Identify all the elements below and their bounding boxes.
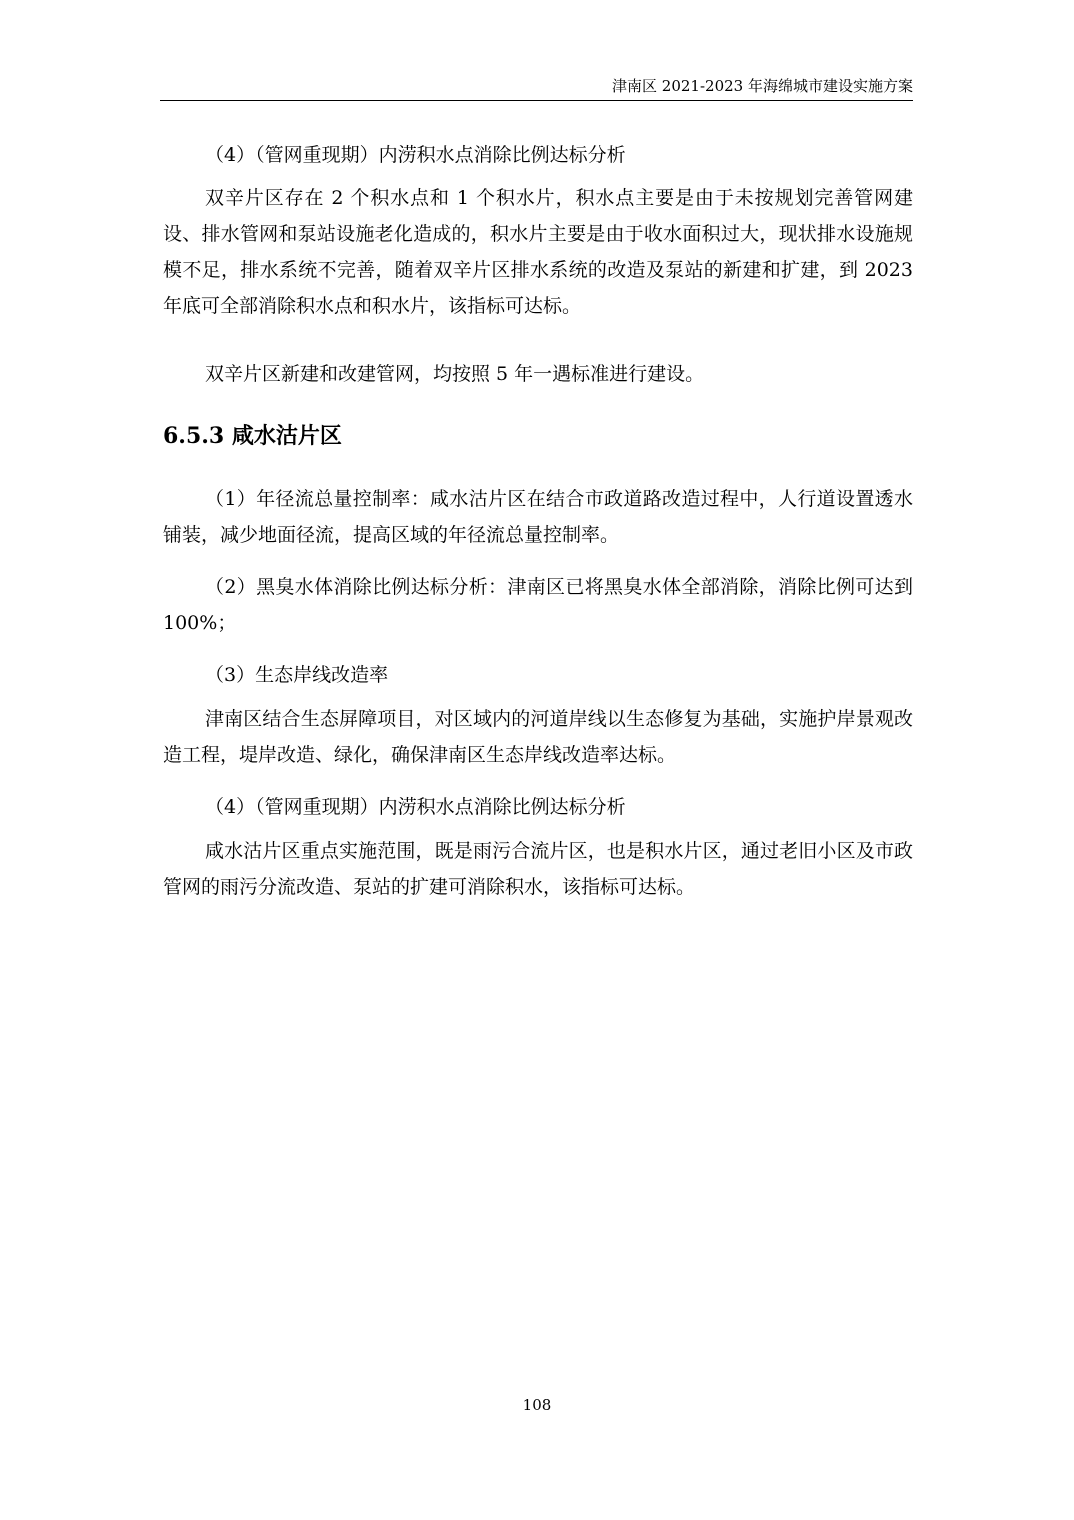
section-653-item1: （1）年径流总量控制率：咸水沽片区在结合市政道路改造过程中，人行道设置透水铺装，减少地面径流，提高区域的年径流总量控制率。 [163, 488, 913, 546]
section-a-item4-paragraph-2: 双辛片区新建和改建管网，均按照 5 年一遇标准进行建设。 [205, 363, 705, 385]
page-number: 108 [522, 1396, 552, 1414]
section-a-item4-paragraph-1: 双辛片区存在 2 个积水点和 1 个积水片，积水点主要是由于未按规划完善管网建设、排水管网和泵站设施老化造成的，积水片主要是由于收水面积过大，现状排水设施规模不足，排水系统不完善，随着双辛片区排水系统的改造及泵站的新建和扩建，到 2023 年底可全部消除积水点和积水片，该指标可达标。 [163, 187, 913, 317]
section-heading-6-5-3: 6.5.3 咸水沽片区 [163, 423, 342, 449]
section-653-item3-paragraph: 津南区结合生态屏障项目，对区域内的河道岸线以生态修复为基础，实施护岸景观改造工程，堤岸改造、绿化，确保津南区生态岸线改造率达标。 [163, 708, 913, 766]
header-title: 津南区 2021-2023 年海绵城市建设实施方案 [612, 77, 913, 95]
section-653-item4-title: （4）（管网重现期）内涝积水点消除比例达标分析 [205, 796, 626, 818]
section-653-item4-paragraph: 咸水沽片区重点实施范围，既是雨污合流片区，也是积水片区，通过老旧小区及市政管网的雨污分流改造、泵站的扩建可消除积水，该指标可达标。 [163, 840, 913, 898]
section-a-item4-title: （4）（管网重现期）内涝积水点消除比例达标分析 [205, 144, 626, 166]
section-653-item3-title: （3）生态岸线改造率 [205, 664, 389, 686]
page-header [160, 76, 913, 101]
section-653-item2: （2）黑臭水体消除比例达标分析：津南区已将黑臭水体全部消除，消除比例可达到 100%； [163, 576, 913, 634]
